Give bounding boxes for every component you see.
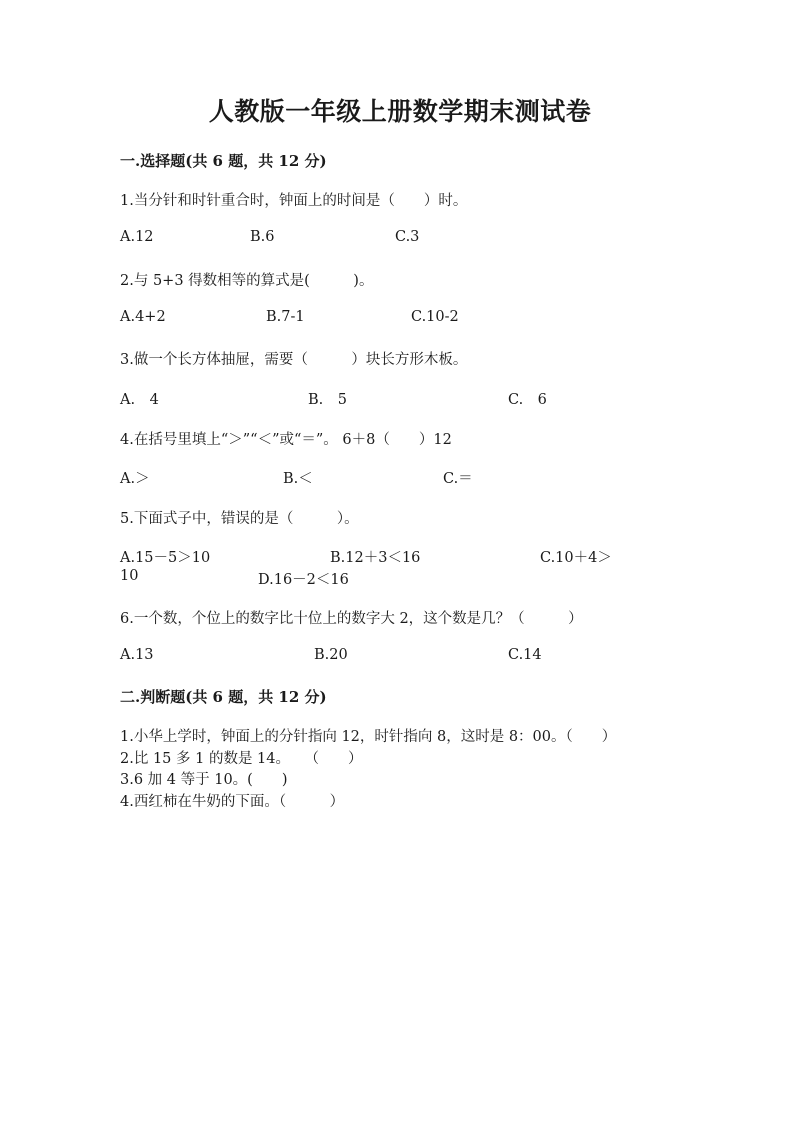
page-title: 人教版一年级上册数学期末测试卷 <box>208 97 592 126</box>
q4-option-a: A.＞ <box>120 471 150 487</box>
q5-option-d: D.16－2＜16 <box>258 572 349 588</box>
judgment-item-2: 2.比 15 多 1 的数是 14。 （ ） <box>120 751 363 767</box>
q5-option-a: A.15－5＞10 <box>120 550 211 566</box>
q5-option-c: C.10＋4＞ <box>540 550 612 566</box>
question-3: 3.做一个长方体抽屉，需要（ ）块长方形木板。 <box>120 352 468 368</box>
q6-option-a: A.13 <box>120 647 154 663</box>
question-6: 6.一个数，个位上的数字比十位上的数字大 2，这个数是几？（ ） <box>120 611 583 627</box>
q2-option-a: A.4+2 <box>120 309 166 325</box>
q5-option-b: B.12＋3＜16 <box>330 550 421 566</box>
q3-option-b: B. 5 <box>308 392 347 408</box>
question-2: 2.与 5+3 得数相等的算式是( )。 <box>120 273 374 289</box>
question-4: 4.在括号里填上“＞”“＜”或“＝”。 6＋8（ ）12 <box>120 432 452 448</box>
judgment-item-4: 4.西红柿在牛奶的下面。（ ） <box>120 794 345 810</box>
section-heading-multiple-choice: 一.选择题(共 6 题，共 12 分) <box>120 152 327 170</box>
q2-option-c: C.10-2 <box>411 309 459 325</box>
judgment-item-1: 1.小华上学时，钟面上的分针指向 12，时针指向 8，这时是 8：00。（ ） <box>120 729 617 745</box>
question-1: 1.当分针和时针重合时，钟面上的时间是（ ）时。 <box>120 193 468 209</box>
q2-option-b: B.7-1 <box>266 309 305 325</box>
q6-option-c: C.14 <box>508 647 542 663</box>
q3-option-a: A. 4 <box>120 392 159 408</box>
q1-option-a: A.12 <box>120 229 154 245</box>
section-heading-true-false: 二.判断题(共 6 题，共 12 分) <box>120 688 327 706</box>
q3-option-c: C. 6 <box>508 392 547 408</box>
judgment-item-3: 3.6 加 4 等于 10。( ) <box>120 772 288 788</box>
q5-option-c-continued: 10 <box>120 568 139 584</box>
q6-option-b: B.20 <box>314 647 348 663</box>
q4-option-c: C.＝ <box>443 471 473 487</box>
q4-option-b: B.＜ <box>283 471 313 487</box>
question-5: 5.下面式子中，错误的是（ ）。 <box>120 511 359 527</box>
q1-option-c: C.3 <box>395 229 420 245</box>
q1-option-b: B.6 <box>250 229 275 245</box>
